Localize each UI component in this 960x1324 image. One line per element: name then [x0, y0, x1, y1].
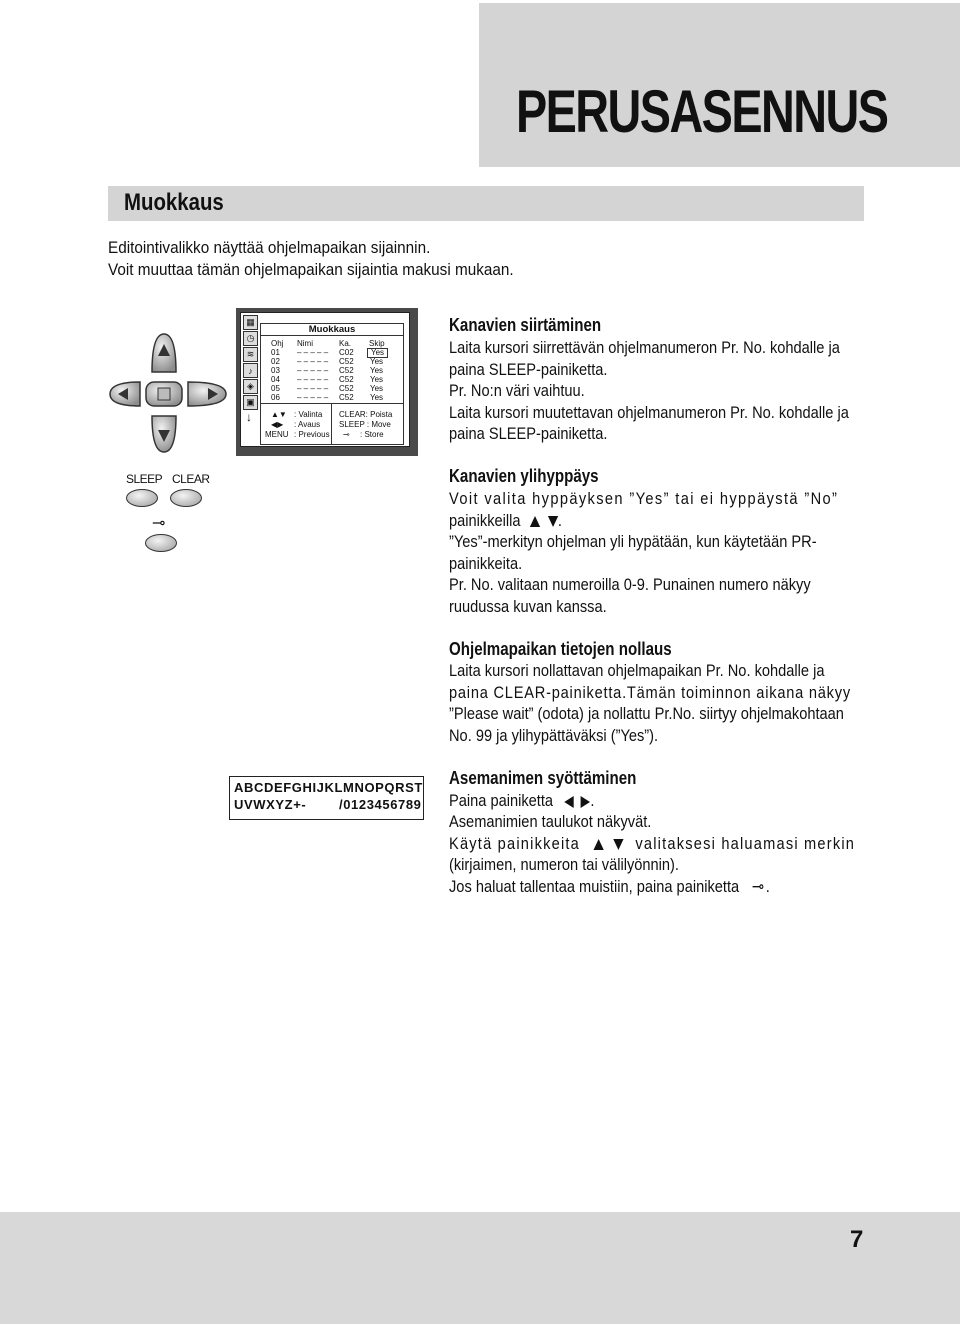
character-row: UVWXYZ+-	[234, 797, 307, 812]
tv-screen	[240, 312, 410, 447]
paragraph-line: ”Please wait” (odota) ja nollattu Pr.No. siirtyy ohjelmakohtaan	[449, 704, 844, 723]
up-down-arrows-icon: ▲▼	[271, 410, 287, 419]
arrow-up-icon	[594, 839, 604, 850]
paragraph-line: painikkeita.	[449, 554, 523, 573]
paragraph-line: paina SLEEP-painiketta.	[449, 360, 608, 379]
menu-title: Muokkaus	[261, 324, 403, 336]
character-row: ABCDEFGHIJKLMNOPQRST	[234, 780, 423, 795]
menu-divider	[261, 403, 403, 404]
paragraph-text: painikkeilla	[449, 511, 521, 530]
enter-icon: ⊸	[343, 430, 350, 439]
arrow-down-icon: ↓	[246, 410, 252, 424]
clear-button-label: CLEAR	[172, 472, 210, 486]
paragraph-line: Laita kursori nollattavan ohjelmapaikan Pr. No. kohdalle ja	[449, 661, 825, 680]
menu-divider	[331, 404, 332, 444]
enter-button[interactable]	[145, 534, 177, 552]
legend-menu-key: MENU	[265, 430, 289, 439]
character-row: /0123456789	[339, 797, 422, 812]
row-ohj: 01	[271, 348, 280, 357]
paragraph-line: (kirjaimen, numeron tai välilyönnin).	[449, 855, 679, 874]
legend-previous: : Previous	[294, 430, 330, 439]
row-ka: C52	[339, 366, 354, 375]
sound-icon: ♪	[243, 363, 258, 378]
row-ohj: 06	[271, 393, 280, 402]
heading-nollaus: Ohjelmapaikan tietojen nollaus	[449, 639, 672, 659]
paragraph-text: Jos haluat tallentaa muistiin, paina painiketta	[449, 877, 740, 896]
page-number: 7	[850, 1226, 864, 1253]
row-ohj: 02	[271, 357, 280, 366]
sleep-button[interactable]	[126, 489, 158, 507]
legend-store: : Store	[360, 430, 384, 439]
row-skip: Yes	[370, 384, 384, 393]
sleep-button-label: SLEEP	[126, 472, 163, 486]
row-skip: Yes	[370, 357, 384, 366]
paragraph-line: paina SLEEP-painiketta.	[449, 424, 608, 443]
row-nimi: – – – – –	[297, 393, 329, 402]
remote-direction-pad-icon	[108, 330, 228, 456]
row-ohj: 05	[271, 384, 280, 393]
clock-icon: ◷	[243, 331, 258, 346]
intro-line: Editointivalikko näyttää ohjelmapaikan sijainnin.	[108, 238, 431, 257]
column-header: Ohj	[271, 339, 284, 348]
heading-syottaminen: Asemanimen syöttäminen	[449, 768, 637, 788]
paragraph-line: No. 99 ja ylihypättäväksi (”Yes”).	[449, 726, 659, 745]
section-title: Muokkaus	[124, 189, 224, 216]
row-ka: C52	[339, 357, 354, 366]
column-header: Ka.	[339, 339, 352, 348]
tuning-icon: ≋	[243, 347, 258, 362]
row-ohj: 03	[271, 366, 280, 375]
left-right-arrows-icon: ◀▶	[271, 420, 284, 429]
arrow-right-icon	[581, 796, 590, 808]
setup-icon: ◈	[243, 379, 258, 394]
row-skip-selected: Yes	[367, 348, 388, 358]
paragraph-text: .	[557, 511, 562, 530]
page-title: PERUSASENNUS	[516, 78, 888, 145]
legend-avaus: : Avaus	[294, 420, 321, 429]
enter-icon: ⊸	[751, 877, 765, 896]
legend-clear: CLEAR: Poista	[339, 410, 393, 419]
paragraph-line: Pr. No. valitaan numeroilla 0-9. Punainen numero näkyy	[449, 575, 811, 594]
column-header: Nimi	[297, 339, 313, 348]
paragraph-line: Laita kursori muutettavan ohjelmanumeron Pr. No. kohdalle ja	[449, 403, 849, 422]
row-ka: C02	[339, 348, 354, 357]
arrow-down-icon	[548, 516, 558, 527]
lock-icon: ▣	[243, 395, 258, 410]
paragraph-text: Paina painiketta	[449, 791, 554, 810]
row-nimi: – – – – –	[297, 384, 329, 393]
edit-menu	[260, 323, 404, 445]
row-skip: Yes	[370, 393, 384, 402]
heading-siirtaminen: Kanavien siirtäminen	[449, 315, 602, 335]
paragraph-text: valitaksesi haluamasi merkin	[635, 834, 856, 853]
enter-icon: ⊸	[152, 515, 166, 532]
row-nimi: – – – – –	[297, 348, 329, 357]
row-skip: Yes	[370, 366, 384, 375]
paragraph-line: Asemanimien taulukot näkyvät.	[449, 812, 652, 831]
row-nimi: – – – – –	[297, 375, 329, 384]
legend-sleep: SLEEP : Move	[339, 420, 391, 429]
row-nimi: – – – – –	[297, 357, 329, 366]
legend-valinta: : Valinta	[294, 410, 323, 419]
row-skip: Yes	[370, 375, 384, 384]
paragraph-line	[449, 876, 770, 898]
intro-line: Voit muuttaa tämän ohjelmapaikan sijaintia makusi mukaan.	[108, 260, 514, 279]
clear-button[interactable]	[170, 489, 202, 507]
row-ka: C52	[339, 375, 354, 384]
arrow-up-icon	[530, 516, 540, 527]
paragraph-text: .	[590, 791, 595, 810]
paragraph-text: .	[765, 877, 770, 896]
paragraph-text: Käytä painikkeita	[449, 834, 581, 853]
paragraph-line: ruudussa kuvan kanssa.	[449, 597, 607, 616]
picture-icon: ▦	[243, 315, 258, 330]
row-nimi: – – – – –	[297, 366, 329, 375]
arrow-left-icon	[564, 796, 573, 808]
row-ohj: 04	[271, 375, 280, 384]
arrow-down-icon	[613, 839, 623, 850]
character-table	[229, 776, 424, 820]
paragraph-line	[449, 790, 595, 812]
paragraph-line: Voit valita hyppäyksen ”Yes” tai ei hyppäystä ”No”	[449, 489, 839, 508]
row-ka: C52	[339, 384, 354, 393]
footer-band	[0, 1212, 960, 1324]
column-header: Skip	[369, 339, 385, 348]
paragraph-line: paina CLEAR-painiketta.Tämän toiminnon aikana näkyy	[449, 683, 851, 702]
paragraph-line	[449, 510, 562, 532]
paragraph-line	[449, 833, 855, 855]
row-ka: C52	[339, 393, 354, 402]
paragraph-line: ”Yes”-merkityn ohjelman yli hypätään, kun käytetään PR-	[449, 532, 817, 551]
paragraph-line: Laita kursori siirrettävän ohjelmanumeron Pr. No. kohdalle ja	[449, 338, 840, 357]
paragraph-line: Pr. No:n väri vaihtuu.	[449, 381, 585, 400]
heading-ylihyppays: Kanavien ylihyppäys	[449, 466, 599, 486]
